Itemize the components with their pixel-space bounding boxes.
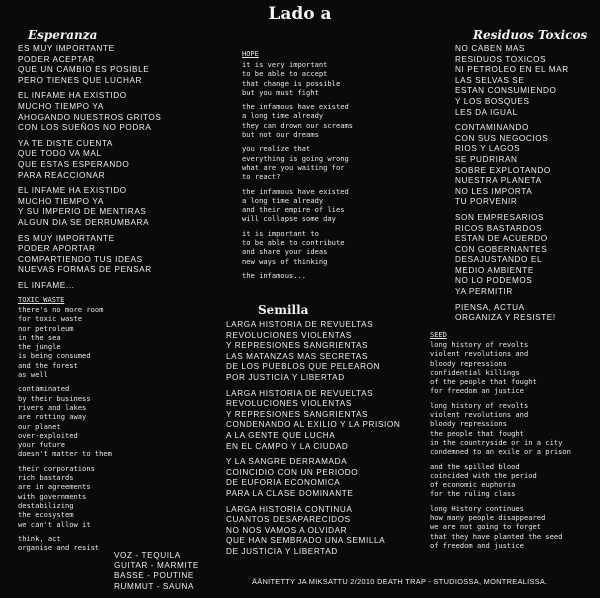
lyric-line: ESTAN CONSUMIENDO: [455, 86, 557, 96]
lyric-line: in the sea: [18, 332, 61, 342]
lyric-line: MUCHO TIEMPO YA: [18, 196, 104, 206]
lyric-line: Y LOS BOSQUES: [455, 96, 530, 106]
lyric-line: it is very important: [242, 60, 328, 69]
lyric-line: RESIDUOS TOXICOS: [455, 54, 547, 64]
lyric-line: the people that fought: [430, 428, 524, 438]
esperanza-lyrics: [18, 44, 198, 291]
lyric-line: for toxic waste: [18, 314, 83, 324]
lyric-line: everything is going wrong: [242, 153, 349, 163]
credit-line: BASSE - POUTINE: [114, 571, 194, 581]
lyric-line: but not our dreams: [242, 130, 319, 140]
lyric-line: NUESTRA PLANETA: [455, 176, 542, 186]
lyric-line: doesn't matter to them: [18, 449, 112, 459]
lyric-line: LAS MATANZAS MAS SECRETAS: [226, 351, 368, 361]
lyric-line: confidential killings: [430, 367, 520, 377]
lyric-line: CON SUS NEGOCIOS: [455, 133, 549, 143]
lyric-line: you realize that: [242, 144, 311, 154]
semilla-title: Semilla: [258, 303, 309, 317]
lyric-line: rivers and lakes: [18, 402, 87, 412]
lyric-line: they can drown our screams: [242, 120, 354, 130]
lyric-line: QUE UN CAMBIO ES POSIBLE: [18, 65, 150, 75]
lyric-line: PARA REACCIONAR: [18, 170, 106, 180]
lyric-line: a long time already: [242, 111, 324, 121]
lyric-line: bloody repressions: [430, 419, 507, 429]
lyric-line: POR JUSTICIA Y LIBERTAD: [226, 372, 345, 382]
credit-line: RUMMUT - SAUNA: [114, 581, 195, 591]
lyric-line: your future: [18, 440, 65, 450]
lyric-line: over-exploited: [18, 430, 78, 440]
lyric-line: COMPARTIENDO TUS IDEAS: [18, 254, 143, 264]
lyric-line: there's no more room: [18, 305, 104, 314]
lyric-line: and the forest: [18, 360, 78, 370]
lyric-line: think, act: [18, 533, 61, 543]
lyric-line: ES MUY IMPORTANTE: [18, 44, 115, 53]
lyric-line: for the ruling class: [430, 489, 516, 499]
lyric-line: as well: [18, 370, 48, 380]
lyric-line: to be able to contribute: [242, 238, 345, 248]
lyric-line: to react?: [242, 172, 281, 182]
lyric-line: PODER APORTAR: [18, 244, 96, 254]
lyric-line: Y REPRESIONES SANGRIENTAS: [226, 409, 369, 419]
lyric-line: MUCHO TIEMPO YA: [18, 101, 104, 111]
lyric-line: how many people disappeared: [430, 513, 546, 523]
lyric-line: EL INFAME HA EXISTIDO: [18, 186, 127, 196]
lyric-line: what are you waiting for: [242, 162, 345, 172]
lyric-line: QUE ESTAS ESPERANDO: [18, 159, 130, 169]
lyric-line: the ecosystem: [18, 510, 74, 520]
lyric-line: that they have planted the seed: [430, 531, 563, 541]
lyric-line: organise and resist: [18, 543, 100, 553]
lyric-line: LARGA HISTORIA DE REVUELTAS: [226, 320, 374, 329]
lyric-line: violent revolutions and: [430, 410, 529, 420]
lyric-line: their corporations: [18, 463, 95, 473]
lyric-line: DESAJUSTANDO EL: [455, 255, 543, 265]
residuos-lyrics: [455, 44, 595, 324]
lyric-line: LARGA HISTORIA DE REVUELTAS: [226, 388, 374, 398]
lyric-line: ESTAN DE ACUERDO: [455, 234, 548, 244]
lyric-line: NO LO PODEMOS: [455, 276, 533, 286]
lyric-line: RIOS Y LAGOS: [455, 144, 521, 154]
lyric-line: NI PETROLEO EN EL MAR: [455, 65, 569, 75]
lyric-line: contaminated: [18, 384, 70, 394]
seed-section: [430, 331, 595, 550]
lyric-line: NO CABEN MAS: [455, 44, 525, 53]
lyric-line: and share your ideas: [242, 247, 328, 257]
esperanza-title: Esperanza: [28, 28, 98, 42]
lyric-line: MEDIO AMBIENTE: [455, 265, 534, 275]
lyric-line: QUE HAN SEMBRADO UNA SEMILLA: [226, 536, 386, 546]
lyric-line: coincided with the period: [430, 470, 537, 480]
lyric-line: TU PORVENIR: [455, 197, 518, 207]
lyric-line: condemned to an exile or a prison: [430, 447, 571, 457]
esperanza-section: [18, 28, 198, 291]
lyric-line: of freedom and justice: [430, 540, 524, 550]
recording-note: ÄÄNITETTY JA MIKSATTU 2/2010 DEATH TRAP - STUDIOSSA, MONTREALISSA.: [252, 577, 548, 586]
lyric-line: LES DA IGUAL: [455, 107, 518, 117]
lyric-line: by their business: [18, 393, 91, 403]
lyric-line: CUANTOS DESAPARECIDOS: [226, 515, 351, 525]
lyric-line: in the countryside or in a city: [430, 437, 563, 447]
lyric-line: the infamous have existed: [242, 102, 349, 112]
lyric-line: AHOGANDO NUESTROS GRITOS: [18, 112, 162, 122]
credit-line: GUITAR - MARMITE: [114, 561, 199, 571]
toxic-waste-lyrics: [18, 305, 138, 552]
lyric-line: long history of revolts: [430, 340, 529, 349]
lyric-line: long History continues: [430, 503, 524, 513]
lyric-line: CON GOBERNANTES: [455, 244, 548, 254]
lyric-line: SON EMPRESARIOS: [455, 212, 545, 222]
lyric-line: new ways of thinking: [242, 256, 328, 266]
lyric-line: the infamous have existed: [242, 186, 349, 196]
lyric-line: will collapse some day: [242, 214, 336, 224]
lyric-line: we can't allow it: [18, 519, 91, 529]
lyric-line: LAS SELVAS SE: [455, 75, 525, 85]
lyric-line: DE LOS PUEBLOS QUE PELEARON: [226, 362, 381, 372]
lyric-line: ORGANIZA Y RESISTE!: [455, 313, 556, 323]
lyric-line: QUE TODO VA MAL: [18, 149, 102, 159]
lyric-line: with governments: [18, 491, 87, 501]
residuos-section: [455, 28, 595, 324]
seed-title: SEED: [430, 331, 447, 339]
lyric-line: DE JUSTICIA Y LIBERTAD: [226, 546, 338, 556]
lyric-line: NUEVAS FORMAS DE PENSAR: [18, 265, 152, 275]
lyric-line: EL INFAME HA EXISTIDO: [18, 91, 127, 101]
lyric-line: EN EL CAMPO Y LA CIUDAD: [226, 441, 349, 451]
lyric-line: is being consumed: [18, 351, 91, 361]
lyric-line: it is important to: [242, 228, 319, 238]
hope-title: HOPE: [242, 50, 259, 58]
lyric-line: the infamous...: [242, 270, 307, 280]
lyric-line: YA PERMITIR: [455, 287, 513, 297]
lyric-line: the jungle: [18, 342, 61, 352]
lyric-line: for freedom an justice: [430, 386, 524, 396]
lyric-line: PARA LA CLASE DOMINANTE: [226, 488, 354, 498]
lyric-line: that change is possible: [242, 78, 341, 88]
lyric-line: and their empire of lies: [242, 205, 345, 215]
lyric-line: PERO TIENES QUE LUCHAR: [18, 75, 143, 85]
lyric-line: REVOLUCIONES VIOLENTAS: [226, 330, 352, 340]
lyric-line: ES MUY IMPORTANTE: [18, 233, 115, 243]
hope-lyrics: [242, 60, 372, 280]
lyric-line: Y LA SANGRE DERRAMADA: [226, 457, 348, 467]
credit-line: VOZ - TEQUILA: [114, 551, 181, 560]
lyric-line: NO LES IMPORTA: [455, 186, 533, 196]
lyric-line: are rotting away: [18, 412, 87, 422]
lyric-line: PIENSA, ACTUA: [455, 302, 525, 312]
toxic-waste-title: TOXIC WASTE: [18, 296, 65, 304]
lyric-line: rich bastards: [18, 473, 74, 483]
lyric-line: long history of revolts: [430, 400, 529, 410]
lyric-line: a long time already: [242, 195, 324, 205]
lyric-line: we are not going to forget: [430, 522, 542, 532]
lyric-line: A LA GENTE QUE LUCHA: [226, 430, 336, 440]
lyric-line: our planet: [18, 421, 61, 431]
lyric-line: COINCIDIO CON UN PERIODO: [226, 467, 359, 477]
lyric-line: LARGA HISTORIA CONTINUA: [226, 504, 353, 514]
lyric-line: but you must fight: [242, 87, 319, 97]
toxic-waste-section: [18, 296, 138, 552]
lyric-line: to be able to accept: [242, 69, 328, 79]
lyric-line: NO NOS VAMOS A OLVIDAR: [226, 525, 348, 535]
lyric-line: and the spilled blood: [430, 461, 520, 471]
lyric-line: EL INFAME...: [18, 280, 75, 290]
lyric-line: Y REPRESIONES SANGRIENTAS: [226, 341, 369, 351]
lyric-line: PODER ACEPTAR: [18, 54, 95, 64]
lyric-line: REVOLUCIONES VIOLENTAS: [226, 399, 352, 409]
lyric-line: nor petroleum: [18, 323, 74, 333]
lyric-line: CONTAMINANDO: [455, 123, 529, 133]
lyric-line: are in agreements: [18, 482, 91, 492]
residuos-title: Residuos Toxicos: [473, 28, 588, 42]
band-credits: [114, 551, 234, 592]
lyric-line: violent revolutions and: [430, 349, 529, 359]
hope-section: [242, 50, 372, 280]
lyric-line: of economic euphoria: [430, 480, 516, 490]
lyric-line: RICOS BASTARDOS: [455, 223, 543, 233]
lyric-line: ALGUN DIA SE DERRUMBARA: [18, 217, 150, 227]
lyric-line: SOBRE EXPLOTANDO: [455, 165, 551, 175]
lyric-line: bloody repressions: [430, 358, 507, 368]
lyric-line: CON LOS SUEÑOS NO PODRA: [18, 123, 152, 133]
lyric-line: CONDENANDO AL EXILIO Y LA PRISION: [226, 420, 401, 430]
semilla-lyrics: [226, 320, 431, 557]
lyric-line: destabilizing: [18, 500, 74, 510]
side-title: Lado a: [268, 4, 332, 24]
semilla-section: [226, 303, 431, 557]
lyric-line: SE PUDRIRAN: [455, 154, 518, 164]
seed-lyrics: [430, 340, 595, 550]
lyric-line: of the people that fought: [430, 377, 537, 387]
lyric-line: YA TE DISTE CUENTA: [18, 138, 113, 148]
lyric-line: Y SU IMPERIO DE MENTIRAS: [18, 207, 147, 217]
lyric-line: DE EUFORIA ECONOMICA: [226, 478, 341, 488]
